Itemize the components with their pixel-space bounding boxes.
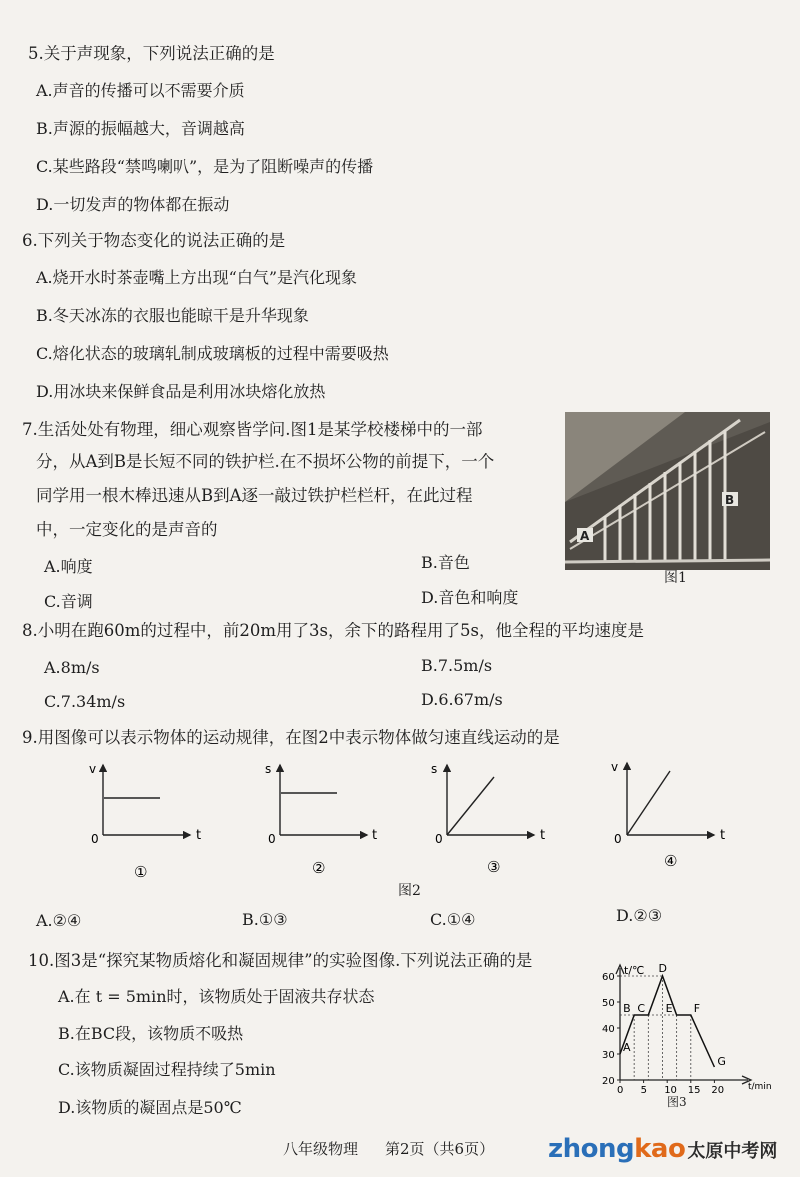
fig3-x-tick-label: 10 <box>664 1085 677 1096</box>
footer-subject: 八年级物理 <box>283 1140 359 1158</box>
fig3-y-tick-label: 40 <box>602 1024 615 1035</box>
q7-option-b: B.音色 <box>421 553 470 572</box>
graph-2-ylabel: s <box>265 762 272 776</box>
fig3-point-label-c: C <box>637 1002 646 1015</box>
q10-option-b: B.在BC段，该物质不吸热 <box>58 1024 244 1043</box>
q6-stem: 6.下列关于物态变化的说法正确的是 <box>22 231 286 250</box>
q7-option-c: C.音调 <box>44 592 93 611</box>
fig3-x-tick-label: 20 <box>711 1085 725 1096</box>
q9-option-b: B.①③ <box>242 910 288 929</box>
q5-stem: 5.关于声现象，下列说法正确的是 <box>28 44 275 63</box>
q5-option-c: C.某些路段“禁鸣喇叭”，是为了阻断噪声的传播 <box>36 157 374 176</box>
graph-2-caption: ② <box>312 859 326 877</box>
q7-stem-line-4: 中，一定变化的是声音的 <box>36 520 218 539</box>
fig3-curve <box>620 976 714 1067</box>
graph-4-origin: 0 <box>614 832 622 846</box>
graph-3-ylabel: s <box>431 762 438 776</box>
fig3-point-label-a: A <box>623 1041 631 1054</box>
graph-4-caption: ④ <box>664 852 678 870</box>
q6-option-c: C.熔化状态的玻璃轧制成玻璃板的过程中需要吸热 <box>36 344 389 363</box>
q5-option-d: D.一切发声的物体都在振动 <box>36 195 230 214</box>
fig3-point-label-d: D <box>658 962 667 975</box>
watermark-zhong: zhong <box>548 1134 635 1164</box>
q6-option-a: A.烧开水时茶壶嘴上方出现“白气”是汽化现象 <box>36 268 358 287</box>
graph-4 <box>611 760 725 870</box>
q7-option-d: D.音色和响度 <box>421 588 519 607</box>
graph-3 <box>431 762 545 876</box>
graph-3-line <box>447 777 494 835</box>
graph-1-origin: 0 <box>91 832 99 846</box>
fig3-x-tick-label: 5 <box>640 1085 647 1096</box>
fig3-point-label-e: E <box>665 1002 673 1015</box>
q8-option-c: C.7.34m/s <box>44 692 126 711</box>
graph-3-xlabel: t <box>540 828 546 843</box>
fig3-point-label-f: F <box>693 1002 701 1015</box>
fig3-y-tick-label: 50 <box>602 998 615 1009</box>
figure-2-caption: 图2 <box>398 883 421 899</box>
fig3-point-label-b: B <box>623 1002 631 1015</box>
q9-option-a: A.②④ <box>36 911 82 930</box>
footer-page: 第2页（共6页） <box>385 1140 495 1158</box>
photo-label-a: A <box>580 529 590 543</box>
q5-option-a: A.声音的传播可以不需要介质 <box>36 81 245 100</box>
q10-option-c: C.该物质凝固过程持续了5min <box>58 1060 276 1079</box>
graph-4-line <box>627 771 670 835</box>
zhongkao-watermark-logo <box>548 1134 777 1164</box>
q9-option-d: D.②③ <box>616 906 663 925</box>
graph-1 <box>89 762 201 881</box>
fig3-point-label-g: G <box>717 1055 726 1068</box>
q5-option-b: B.声源的振幅越大，音调越高 <box>36 119 245 138</box>
fig3-y-tick-label: 60 <box>602 972 615 983</box>
q8-option-d: D.6.67m/s <box>421 690 503 709</box>
q9-stem: 9.用图像可以表示物体的运动规律，在图2中表示物体做匀速直线运动的是 <box>22 728 560 747</box>
graph-1-caption: ① <box>134 863 148 881</box>
q7-option-a: A.响度 <box>44 557 93 576</box>
fig3-x-tick-label: 15 <box>687 1085 701 1096</box>
q10-option-d: D.该物质的凝固点是50℃ <box>58 1098 242 1117</box>
graph-2 <box>265 762 377 877</box>
watermark-site: 太原中考网 <box>687 1141 778 1162</box>
graph-1-ylabel: v <box>89 762 97 776</box>
q10-stem: 10.图3是“探究某物质熔化和凝固规律”的实验图像.下列说法正确的是 <box>28 951 533 970</box>
q8-stem: 8.小明在跑60m的过程中，前20m用了3s，余下的路程用了5s，他全程的平均速度是 <box>22 621 644 640</box>
q9-option-c: C.①④ <box>430 910 476 929</box>
graph-3-caption: ③ <box>487 858 501 876</box>
figure-3-chart <box>590 962 790 1112</box>
graph-4-xlabel: t <box>720 828 726 843</box>
q6-option-d: D.用冰块来保鲜食品是利用冰块熔化放热 <box>36 382 326 401</box>
graph-4-ylabel: v <box>611 760 619 774</box>
graph-1-xlabel: t <box>196 828 202 843</box>
q7-stem-line-1: 7.生活处处有物理，细心观察皆学问.图1是某学校楼梯中的一部 <box>22 420 483 439</box>
figure-1-caption: 图1 <box>664 570 687 586</box>
graph-3-origin: 0 <box>435 832 443 846</box>
graph-2-xlabel: t <box>372 828 378 843</box>
photo-label-b: B <box>725 493 735 507</box>
fig3-y-tick-label: 30 <box>602 1050 615 1061</box>
graph-2-origin: 0 <box>268 832 276 846</box>
figure-3-caption: 图3 <box>667 1095 687 1109</box>
q7-stem-line-2: 分，从A到B是长短不同的铁护栏.在不损坏公物的前提下，一个 <box>36 452 495 471</box>
q8-option-a: A.8m/s <box>44 658 100 677</box>
fig3-x-tick-label: 0 <box>617 1085 624 1096</box>
fig3-ylabel: t/℃ <box>624 964 645 977</box>
fig3-y-tick-label: 20 <box>602 1076 615 1087</box>
q8-option-b: B.7.5m/s <box>421 656 493 675</box>
q7-stem-line-3: 同学用一根木棒迅速从B到A逐一敲过铁护栏栏杆，在此过程 <box>36 486 473 505</box>
watermark-kao: kao <box>634 1134 686 1164</box>
q6-option-b: B.冬天冰冻的衣服也能晾干是升华现象 <box>36 306 309 325</box>
stair-railing-illustration <box>565 412 770 570</box>
stair-railing-photo <box>565 412 770 570</box>
figure-2-graphs <box>0 755 800 890</box>
q10-option-a: A.在 t = 5min时，该物质处于固液共存状态 <box>58 987 375 1006</box>
fig3-xlabel: t/min <box>748 1082 772 1092</box>
